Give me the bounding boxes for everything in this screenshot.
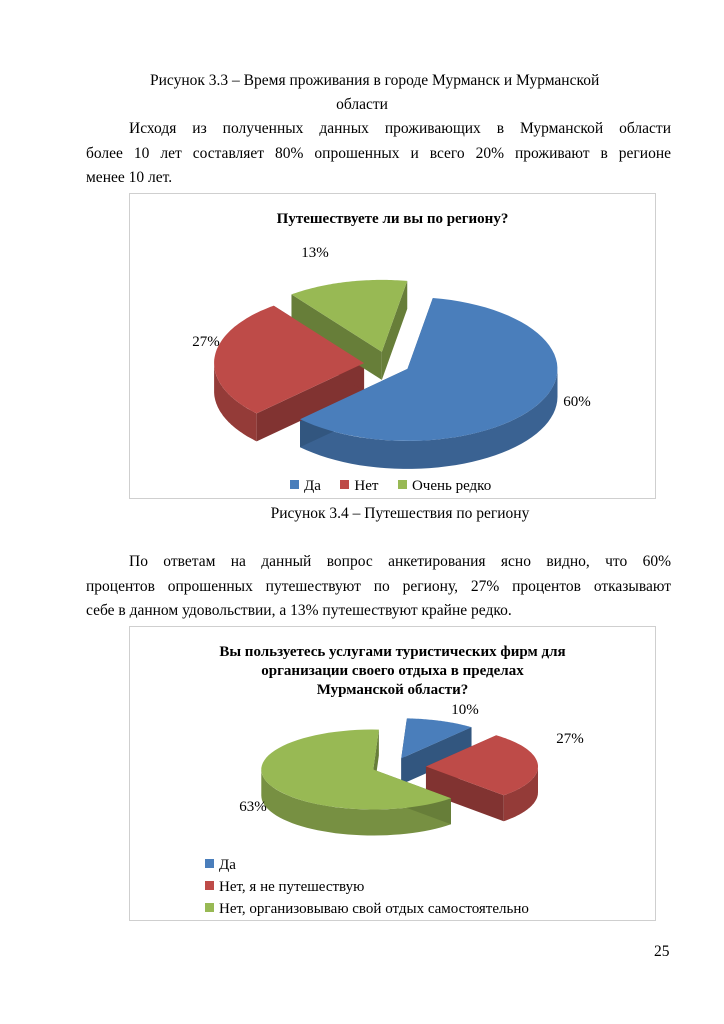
legend-swatch-blue <box>290 480 299 489</box>
chart-1-legend <box>290 477 491 495</box>
pie-1-data-label-1: 27% <box>192 334 220 350</box>
chart-travel-in-region <box>129 193 656 499</box>
legend-item-yes <box>290 478 321 494</box>
legend-label-yes: Да <box>304 478 321 494</box>
paragraph-1-line-3: менее 10 лет. <box>86 169 173 186</box>
paragraph-2-line-2: процентов опрошенных путешествуют по региону, 27% процентов отказывают <box>86 578 671 595</box>
legend-item-self-organized <box>205 900 529 918</box>
chart-tour-firms-usage <box>129 626 656 921</box>
page-number: 25 <box>654 943 670 960</box>
chart-2-title-line-1: Вы пользуетесь услугами туристических фирм для <box>219 644 566 660</box>
pie-2-data-label-1: 27% <box>556 731 584 747</box>
legend-item-yes-2 <box>205 856 236 874</box>
chart-1-plot <box>130 194 655 498</box>
pie-2-data-label-2: 63% <box>239 799 267 815</box>
legend-item-rarely <box>398 478 491 494</box>
chart-1-title: Путешествуете ли вы по региону? <box>276 211 509 227</box>
chart-2-title-line-2: организации своего отдыха в пределах <box>261 663 524 679</box>
pie-2-data-label-0: 10% <box>451 702 479 718</box>
chart-2-plot <box>130 627 655 920</box>
legend-item-no <box>340 478 378 494</box>
figure-caption-3-3-line1: Рисунок 3.3 – Время проживания в городе Мурманск и Мурманской <box>150 72 600 89</box>
chart-2-title-line-3: Мурманской области? <box>316 682 469 698</box>
paragraph-2-line-1: По ответам на данный вопрос анкетирования ясно видно, что 60% <box>129 553 671 570</box>
legend-label-no: Нет <box>354 478 379 494</box>
legend-swatch-green <box>205 903 214 912</box>
legend-label-yes-2: Да <box>219 857 236 873</box>
pie-1-data-label-2: 13% <box>301 245 329 261</box>
paragraph-1-line-1: Исходя из полученных данных проживающих в Мурманской области <box>129 120 671 137</box>
figure-caption-3-3-line2: области <box>336 96 388 113</box>
legend-label-rarely: Очень редко <box>411 478 492 494</box>
paragraph-2-line-3: себе в данном удовольствии, а 13% путешествуют крайне редко. <box>86 602 512 619</box>
paragraph-1-line-2: более 10 лет составляет 80% опрошенных и всего 20% проживают в регионе <box>86 145 671 162</box>
legend-label-self-organized: Нет, организовываю свой отдых самостоятельно <box>219 901 529 917</box>
legend-label-no-travel: Нет, я не путешествую <box>219 879 365 895</box>
legend-swatch-blue <box>205 859 214 868</box>
pie-1-data-label-0: 60% <box>563 394 591 410</box>
legend-swatch-red <box>340 480 349 489</box>
legend-swatch-green <box>398 480 407 489</box>
figure-caption-3-4: Рисунок 3.4 – Путешествия по региону <box>270 505 530 522</box>
legend-swatch-red <box>205 881 214 890</box>
legend-item-no-travel <box>205 878 364 896</box>
